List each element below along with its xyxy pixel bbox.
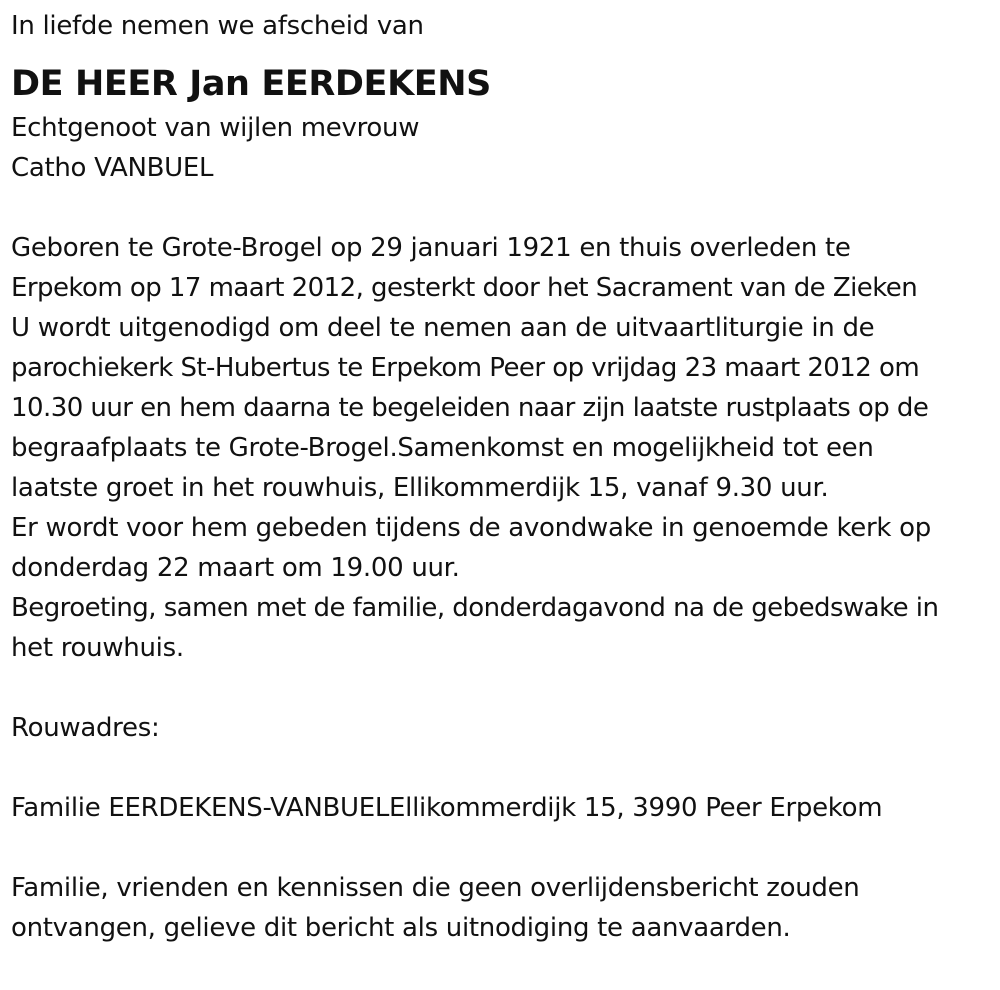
body-line: U wordt uitgenodigd om deel te nemen aan de uitvaartliturgie in de (11, 313, 875, 343)
body-line: 10.30 uur en hem daarna te begeleiden naar zijn laatste rustplaats op de (11, 393, 929, 423)
mourning-address: Familie EERDEKENS-VANBUELEllikommerdijk 15, 3990 Peer Erpekom (11, 793, 883, 823)
spacer (11, 828, 996, 868)
address-label: Rouwadres: (11, 713, 160, 743)
body-line: Begroeting, samen met de familie, donderdagavond na de gebedswake in (11, 593, 939, 623)
spacer (11, 188, 996, 228)
body-line: Erpekom op 17 maart 2012, gesterkt door het Sacrament van de Zieken (11, 273, 918, 303)
closing-line-2: ontvangen, gelieve dit bericht als uitnodiging te aanvaarden. (11, 913, 791, 943)
body-line: laatste groet in het rouwhuis, Ellikommerdijk 15, vanaf 9.30 uur. (11, 473, 829, 503)
body-line: donderdag 22 maart om 19.00 uur. (11, 553, 460, 583)
body-line: parochiekerk St-Hubertus te Erpekom Peer op vrijdag 23 maart 2012 om (11, 353, 920, 383)
body-line: het rouwhuis. (11, 633, 184, 663)
funeral-details (11, 228, 996, 668)
body-line: Geboren te Grote-Brogel op 29 januari 1921 en thuis overleden te (11, 233, 851, 263)
deceased-name: DE HEER Jan EERDEKENS (11, 64, 491, 104)
body-line: Er wordt voor hem gebeden tijdens de avondwake in genoemde kerk op (11, 513, 931, 543)
closing-line-1: Familie, vrienden en kennissen die geen overlijdensbericht zouden (11, 873, 860, 903)
intro-text: In liefde nemen we afscheid van (11, 11, 424, 41)
spacer (11, 748, 996, 788)
obituary-notice (11, 6, 996, 948)
body-line: begraafplaats te Grote-Brogel.Samenkomst en mogelijkheid tot een (11, 433, 874, 463)
spouse-line-2: Catho VANBUEL (11, 153, 214, 183)
spouse-line-1: Echtgenoot van wijlen mevrouw (11, 113, 420, 143)
spacer (11, 668, 996, 708)
